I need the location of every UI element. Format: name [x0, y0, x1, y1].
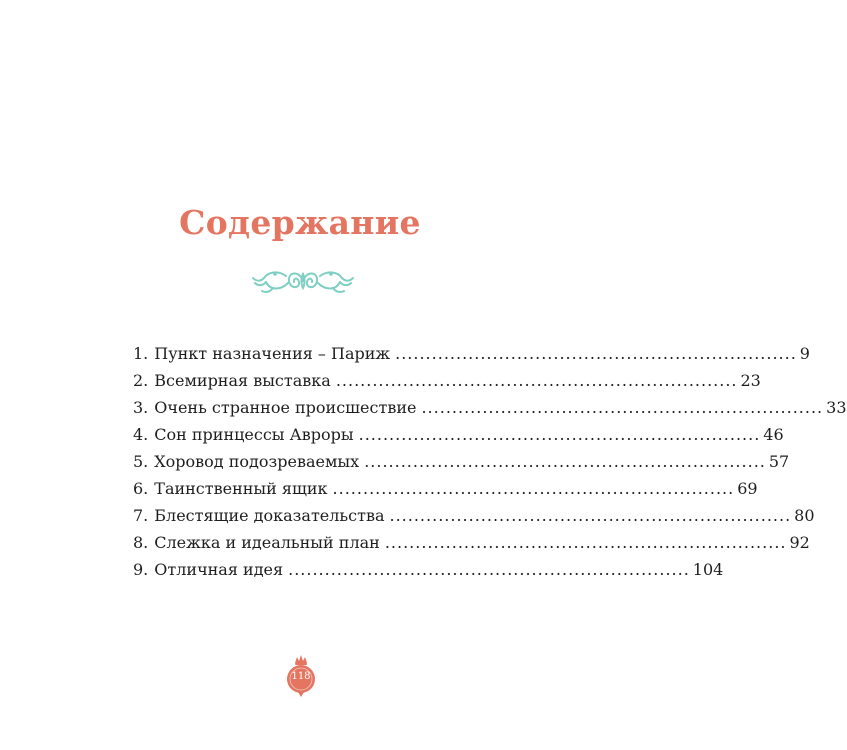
floral-flourish-icon: [248, 262, 358, 300]
toc-leader-dots: ..................................................................: [288, 560, 690, 579]
toc-entry-page: 92: [789, 533, 810, 552]
toc-entry-title: Блестящие доказательства: [154, 506, 385, 525]
toc-leader-dots: ..................................................................: [358, 425, 761, 444]
toc-entry[interactable]: [133, 367, 761, 394]
page-title: Содержание: [179, 203, 421, 242]
toc-entry[interactable]: [133, 529, 810, 556]
toc-entry-title: Слежка и идеальный план: [154, 533, 380, 552]
toc-entry-number: 9.: [133, 560, 149, 579]
toc-entry[interactable]: [133, 556, 724, 583]
toc-entry-title: Всемирная выставка: [154, 371, 331, 390]
toc-entry-title: Пункт назначения – Париж: [154, 344, 391, 363]
page-number: 118: [291, 671, 311, 682]
toc-entry-number: 1.: [133, 344, 149, 363]
toc-entry[interactable]: [133, 502, 815, 529]
toc-entry-title: Хоровод подозреваемых: [154, 452, 360, 471]
toc-entry-title: Таинственный ящик: [154, 479, 328, 498]
toc-entry[interactable]: [133, 421, 784, 448]
toc-leader-dots: ..................................................................: [364, 452, 766, 471]
toc-entry-number: 6.: [133, 479, 149, 498]
toc-leader-dots: ..................................................................: [395, 344, 797, 363]
toc-entry-page: 46: [763, 425, 784, 444]
toc-entry-page: 104: [692, 560, 724, 579]
toc-entry-number: 7.: [133, 506, 149, 525]
toc-entry-page: 33: [826, 398, 847, 417]
toc-entry[interactable]: [133, 448, 790, 475]
toc-leader-dots: ..................................................................: [421, 398, 824, 417]
toc-entry-number: 2.: [133, 371, 149, 390]
toc-entry-page: 69: [737, 479, 758, 498]
toc-entry[interactable]: [133, 475, 758, 502]
toc-leader-dots: ..................................................................: [389, 506, 792, 525]
toc-entry-number: 3.: [133, 398, 149, 417]
toc-entry-page: 80: [794, 506, 815, 525]
toc-leader-dots: ..................................................................: [335, 371, 738, 390]
toc-leader-dots: ..................................................................: [332, 479, 735, 498]
toc-entry-title: Очень странное происшествие: [154, 398, 417, 417]
toc-entry[interactable]: [133, 340, 810, 367]
toc-entry-title: Сон принцессы Авроры: [154, 425, 354, 444]
toc-entry-title: Отличная идея: [154, 560, 284, 579]
toc-entry-page: 9: [799, 344, 810, 363]
toc-entry-number: 4.: [133, 425, 149, 444]
toc-entry-page: 23: [740, 371, 761, 390]
toc-entry-number: 8.: [133, 533, 149, 552]
toc-entry[interactable]: [133, 394, 847, 421]
page-number-badge: [285, 654, 317, 698]
toc-entry-page: 57: [768, 452, 790, 471]
toc-leader-dots: ..................................................................: [384, 533, 787, 552]
table-of-contents: [133, 340, 847, 583]
toc-entry-number: 5.: [133, 452, 149, 471]
